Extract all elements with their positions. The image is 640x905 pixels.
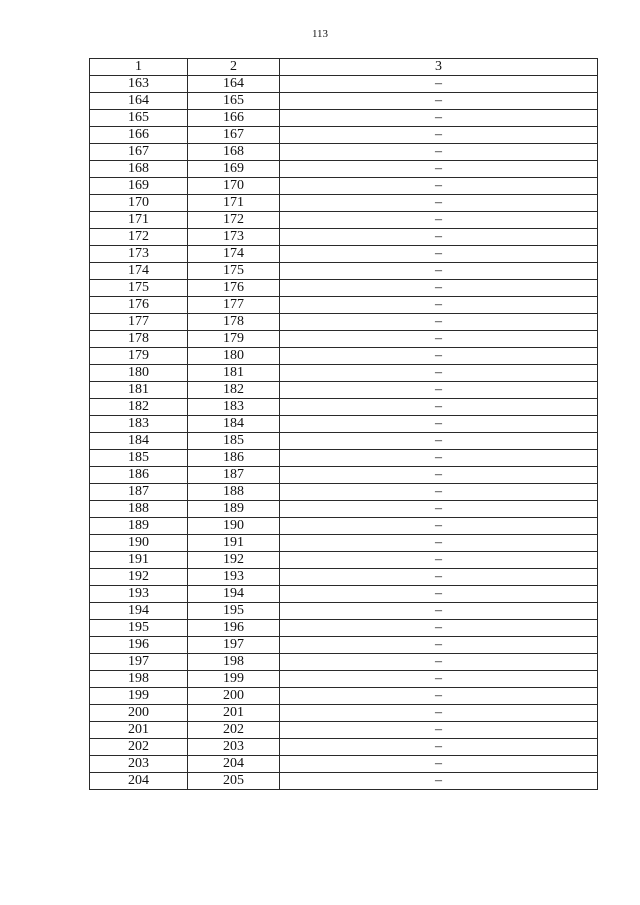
table-cell-col-1: 165 (90, 110, 188, 127)
table-row (90, 552, 598, 569)
table-cell-col-2: 205 (188, 773, 280, 790)
table-cell-col-2: 201 (188, 705, 280, 722)
table-cell-col-2: 187 (188, 467, 280, 484)
table-cell-col-2: 166 (188, 110, 280, 127)
table-cell-col-2: 193 (188, 569, 280, 586)
table-row (90, 382, 598, 399)
table-cell-col-1: 178 (90, 331, 188, 348)
table-row (90, 76, 598, 93)
table-cell-col-1: 175 (90, 280, 188, 297)
table-cell-col-2: 197 (188, 637, 280, 654)
table-cell-col-3: – (280, 569, 598, 586)
table-cell-col-3: – (280, 331, 598, 348)
table-cell-col-2: 182 (188, 382, 280, 399)
table-row (90, 229, 598, 246)
table-cell-col-1: 186 (90, 467, 188, 484)
table-cell-col-3: – (280, 280, 598, 297)
table-cell-col-1: 182 (90, 399, 188, 416)
table-cell-col-2: 171 (188, 195, 280, 212)
table-cell-col-3: – (280, 76, 598, 93)
table-cell-col-2: 188 (188, 484, 280, 501)
column-header-2: 2 (188, 59, 280, 76)
table-row (90, 297, 598, 314)
table-cell-col-3: – (280, 229, 598, 246)
table-cell-col-2: 179 (188, 331, 280, 348)
table-row (90, 620, 598, 637)
table-cell-col-2: 165 (188, 93, 280, 110)
table-row (90, 688, 598, 705)
table-cell-col-3: – (280, 467, 598, 484)
table-cell-col-1: 197 (90, 654, 188, 671)
table-cell-col-3: – (280, 586, 598, 603)
table-row (90, 399, 598, 416)
table-row (90, 756, 598, 773)
table-cell-col-3: – (280, 212, 598, 229)
table-cell-col-1: 192 (90, 569, 188, 586)
table-cell-col-3: – (280, 348, 598, 365)
table-cell-col-2: 204 (188, 756, 280, 773)
table-cell-col-1: 187 (90, 484, 188, 501)
page-number: 113 (311, 28, 329, 40)
table-row (90, 637, 598, 654)
table-cell-col-3: – (280, 705, 598, 722)
table-cell-col-3: – (280, 297, 598, 314)
table-cell-col-3: – (280, 450, 598, 467)
table-row (90, 178, 598, 195)
table-row (90, 161, 598, 178)
table-cell-col-2: 203 (188, 739, 280, 756)
table-cell-col-2: 175 (188, 263, 280, 280)
table-row (90, 484, 598, 501)
table-row (90, 586, 598, 603)
table-row (90, 314, 598, 331)
table-row (90, 501, 598, 518)
table-cell-col-1: 169 (90, 178, 188, 195)
table-row (90, 467, 598, 484)
table-cell-col-3: – (280, 433, 598, 450)
table-cell-col-2: 185 (188, 433, 280, 450)
table-row (90, 365, 598, 382)
table-cell-col-3: – (280, 535, 598, 552)
table-cell-col-1: 185 (90, 450, 188, 467)
table-cell-col-3: – (280, 178, 598, 195)
data-table (89, 58, 598, 790)
table-cell-col-1: 167 (90, 144, 188, 161)
table-cell-col-1: 190 (90, 535, 188, 552)
table-row (90, 195, 598, 212)
table-cell-col-2: 169 (188, 161, 280, 178)
table-cell-col-3: – (280, 144, 598, 161)
table-cell-col-1: 170 (90, 195, 188, 212)
table-row (90, 331, 598, 348)
table-row (90, 110, 598, 127)
table-cell-col-3: – (280, 654, 598, 671)
table-cell-col-3: – (280, 93, 598, 110)
table-cell-col-1: 202 (90, 739, 188, 756)
table-row (90, 263, 598, 280)
table-row (90, 246, 598, 263)
table-row (90, 433, 598, 450)
table-cell-col-3: – (280, 756, 598, 773)
table-cell-col-2: 202 (188, 722, 280, 739)
table-cell-col-2: 183 (188, 399, 280, 416)
table-cell-col-1: 189 (90, 518, 188, 535)
table-cell-col-3: – (280, 688, 598, 705)
table-cell-col-1: 203 (90, 756, 188, 773)
table-cell-col-1: 166 (90, 127, 188, 144)
table-cell-col-3: – (280, 365, 598, 382)
table-cell-col-1: 196 (90, 637, 188, 654)
table-row (90, 603, 598, 620)
column-header-3: 3 (280, 59, 598, 76)
table-cell-col-2: 180 (188, 348, 280, 365)
table-row (90, 450, 598, 467)
table-cell-col-2: 181 (188, 365, 280, 382)
table-cell-col-1: 188 (90, 501, 188, 518)
table-cell-col-3: – (280, 195, 598, 212)
table-row (90, 722, 598, 739)
table-cell-col-3: – (280, 722, 598, 739)
table-cell-col-2: 195 (188, 603, 280, 620)
table-cell-col-2: 191 (188, 535, 280, 552)
table-header-row (90, 59, 598, 76)
table-cell-col-1: 164 (90, 93, 188, 110)
table-row (90, 654, 598, 671)
column-header-1: 1 (90, 59, 188, 76)
table-cell-col-1: 174 (90, 263, 188, 280)
table-cell-col-2: 172 (188, 212, 280, 229)
table-cell-col-2: 194 (188, 586, 280, 603)
table-cell-col-2: 164 (188, 76, 280, 93)
table-cell-col-3: – (280, 501, 598, 518)
table-cell-col-2: 196 (188, 620, 280, 637)
table-row (90, 518, 598, 535)
table-row (90, 127, 598, 144)
table-cell-col-3: – (280, 484, 598, 501)
table-row (90, 739, 598, 756)
table-cell-col-3: – (280, 620, 598, 637)
table-cell-col-1: 168 (90, 161, 188, 178)
table-cell-col-2: 178 (188, 314, 280, 331)
table-row (90, 144, 598, 161)
table-row (90, 773, 598, 790)
table-cell-col-1: 183 (90, 416, 188, 433)
table-cell-col-3: – (280, 416, 598, 433)
table-cell-col-3: – (280, 314, 598, 331)
table-row (90, 671, 598, 688)
table-cell-col-1: 198 (90, 671, 188, 688)
table-cell-col-3: – (280, 161, 598, 178)
table-cell-col-2: 173 (188, 229, 280, 246)
table-cell-col-1: 176 (90, 297, 188, 314)
table-cell-col-1: 172 (90, 229, 188, 246)
table-cell-col-1: 195 (90, 620, 188, 637)
table-cell-col-1: 171 (90, 212, 188, 229)
table-cell-col-1: 200 (90, 705, 188, 722)
table-cell-col-3: – (280, 399, 598, 416)
table-cell-col-2: 199 (188, 671, 280, 688)
table-row (90, 348, 598, 365)
table-row (90, 569, 598, 586)
table-cell-col-1: 194 (90, 603, 188, 620)
table-cell-col-3: – (280, 603, 598, 620)
table-row (90, 416, 598, 433)
table-cell-col-2: 189 (188, 501, 280, 518)
table-row (90, 705, 598, 722)
table-cell-col-2: 177 (188, 297, 280, 314)
table-cell-col-1: 177 (90, 314, 188, 331)
table-cell-col-2: 168 (188, 144, 280, 161)
table-body (90, 76, 598, 790)
table-cell-col-2: 167 (188, 127, 280, 144)
table-cell-col-3: – (280, 246, 598, 263)
table-row (90, 212, 598, 229)
table-cell-col-2: 192 (188, 552, 280, 569)
table-cell-col-3: – (280, 773, 598, 790)
table-cell-col-1: 199 (90, 688, 188, 705)
table-cell-col-2: 198 (188, 654, 280, 671)
table-cell-col-2: 176 (188, 280, 280, 297)
table-cell-col-1: 193 (90, 586, 188, 603)
table-cell-col-2: 190 (188, 518, 280, 535)
table-cell-col-1: 201 (90, 722, 188, 739)
table-row (90, 93, 598, 110)
table-cell-col-1: 191 (90, 552, 188, 569)
table-row (90, 535, 598, 552)
table-cell-col-3: – (280, 518, 598, 535)
table-cell-col-3: – (280, 552, 598, 569)
table-cell-col-1: 173 (90, 246, 188, 263)
table-cell-col-1: 204 (90, 773, 188, 790)
table-cell-col-2: 170 (188, 178, 280, 195)
table-cell-col-3: – (280, 637, 598, 654)
table-cell-col-2: 174 (188, 246, 280, 263)
table-cell-col-3: – (280, 127, 598, 144)
table-cell-col-2: 200 (188, 688, 280, 705)
table-cell-col-3: – (280, 671, 598, 688)
table-cell-col-3: – (280, 739, 598, 756)
table-row (90, 280, 598, 297)
table-cell-col-3: – (280, 263, 598, 280)
table-cell-col-1: 184 (90, 433, 188, 450)
table-cell-col-1: 181 (90, 382, 188, 399)
table-cell-col-2: 184 (188, 416, 280, 433)
table-cell-col-3: – (280, 382, 598, 399)
table-cell-col-1: 163 (90, 76, 188, 93)
table-cell-col-2: 186 (188, 450, 280, 467)
table-cell-col-3: – (280, 110, 598, 127)
table-cell-col-1: 180 (90, 365, 188, 382)
table-cell-col-1: 179 (90, 348, 188, 365)
